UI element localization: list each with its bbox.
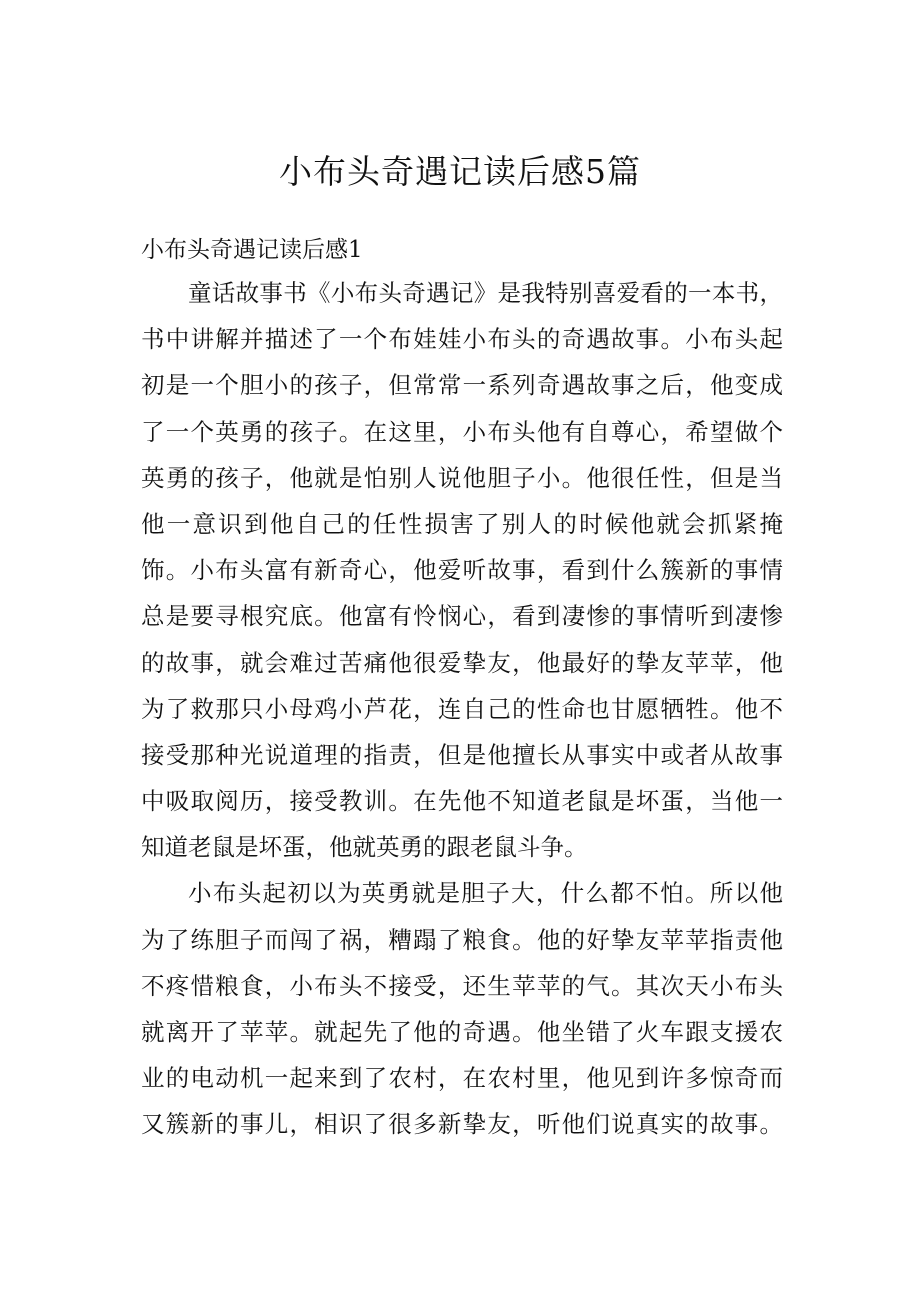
- document-body: [141, 278, 783, 1156]
- paragraph-line: 英勇的孩子，他就是怕别人说他胆子小。他很任性，但是当: [141, 463, 783, 492]
- paragraph-line: 接受那种光说道理的指责，但是他擅长从事实中或者从故事: [141, 740, 783, 769]
- paragraph-line: 初是一个胆小的孩子，但常常一系列奇遇故事之后，他变成: [141, 371, 783, 400]
- paragraph-line: 不疼惜粮食，小布头不接受，还生苹苹的气。其次天小布头: [141, 971, 783, 1000]
- paragraph-line: 就离开了苹苹。就起先了他的奇遇。他坐错了火车跟支援农: [141, 1018, 783, 1046]
- paragraph-line: 了一个英勇的孩子。在这里，小布头他有自尊心，希望做个: [141, 417, 783, 446]
- paragraph-line: 又簇新的事儿，相识了很多新挚友，听他们说真实的故事。: [141, 1110, 783, 1139]
- paragraph-line: 童话故事书《小布头奇遇记》是我特别喜爱看的一本书，: [188, 279, 783, 307]
- section-heading: 小布头奇遇记读后感1: [141, 237, 363, 263]
- paragraph-line: 书中讲解并描述了一个布娃娃小布头的奇遇故事。小布头起: [141, 325, 783, 354]
- paragraph-line: 小布头起初以为英勇就是胆子大，什么都不怕。所以他: [188, 879, 783, 908]
- paragraph-line: 业的电动机一起来到了农村，在农村里，他见到许多惊奇而: [141, 1064, 783, 1093]
- paragraph-line: 的故事，就会难过苦痛他很爱挚友，他最好的挚友苹苹，他: [141, 648, 783, 677]
- paragraph-line: 饰。小布头富有新奇心，他爱听故事，看到什么簇新的事情: [141, 556, 783, 585]
- paragraph-line: 中吸取阅历，接受教训。在先他不知道老鼠是坏蛋，当他一: [141, 787, 783, 816]
- paragraph-line: 为了练胆子而闯了祸，糟蹋了粮食。他的好挚友苹苹指责他: [141, 925, 783, 954]
- paragraph-line: 他一意识到他自己的任性损害了别人的时候他就会抓紧掩: [141, 509, 783, 538]
- paragraph-line: 为了救那只小母鸡小芦花，连自己的性命也甘愿牺牲。他不: [141, 694, 783, 723]
- document-title: 小布头奇遇记读后感5篇: [279, 152, 641, 191]
- paragraph-line: 知道老鼠是坏蛋，他就英勇的跟老鼠斗争。: [141, 833, 588, 862]
- paragraph-line: 总是要寻根究底。他富有怜悯心，看到凄惨的事情听到凄惨: [141, 602, 783, 631]
